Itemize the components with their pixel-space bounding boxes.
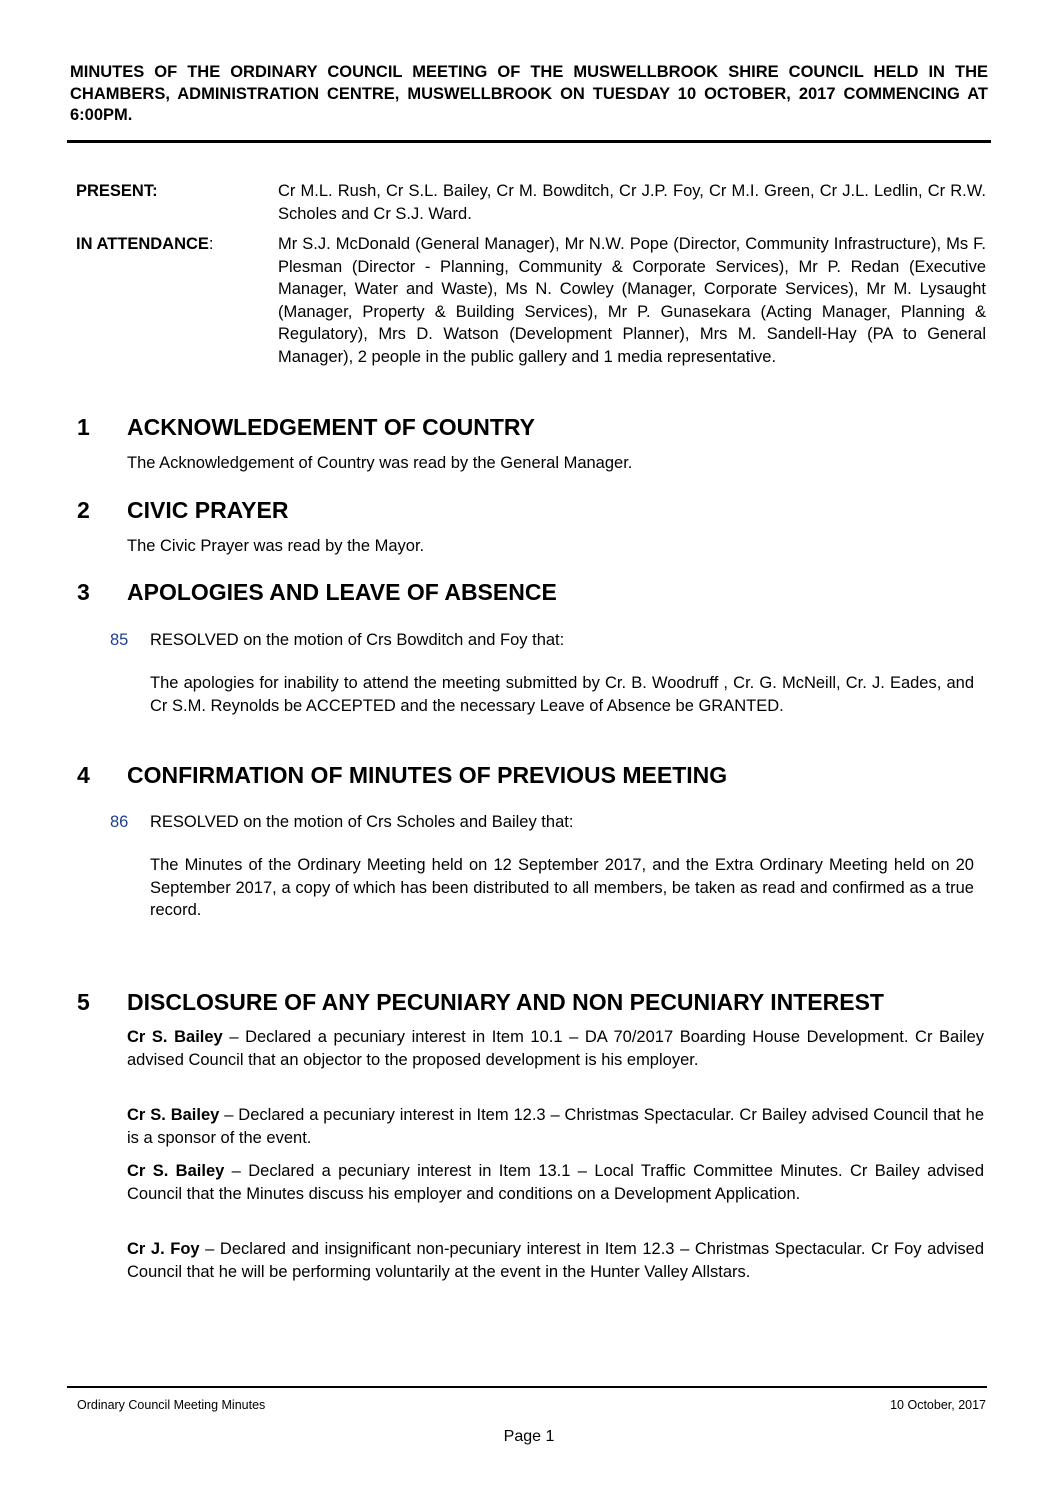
section-heading-1 <box>77 413 535 441</box>
councillor-name: Cr S. Bailey <box>127 1106 220 1124</box>
resolution-number: 86 <box>110 813 129 831</box>
header-divider <box>67 140 991 143</box>
section-heading-4 <box>77 761 727 789</box>
document-title: MINUTES OF THE ORDINARY COUNCIL MEETING OF THE MUSWELLBROOK SHIRE COUNCIL HELD IN THE CHAMBERS, ADMINISTRATION CENTRE, MUSWELLBROOK ON TUESDAY 10 OCTOBER, 2017 COMMENCING AT 6:00PM. <box>70 63 988 124</box>
councillor-name: Cr S. Bailey <box>127 1162 225 1180</box>
disclosure-item: Cr J. Foy – Declared and insignificant non-pecuniary interest in Item 12.3 – Christmas Spectacular. Cr Foy advised Council that he will be performing voluntarily at the event in the Hunter Valley Allstars. <box>127 1240 984 1281</box>
councillor-name: Cr J. Foy <box>127 1240 200 1258</box>
present-list: Cr M.L. Rush, Cr S.L. Bailey, Cr M. Bowditch, Cr J.P. Foy, Cr M.I. Green, Cr J.L. Ledlin, Cr R.W. Scholes and Cr S.J. Ward. <box>278 182 986 223</box>
section-title: APOLOGIES AND LEAVE OF ABSENCE <box>127 579 557 605</box>
page-number: Page 1 <box>503 1428 555 1445</box>
resolution-line-85 <box>110 629 564 652</box>
disclosure-item: Cr S. Bailey – Declared a pecuniary interest in Item 10.1 – DA 70/2017 Boarding House Development. Cr Bailey advised Council that an objector to the proposed development is his employer. <box>127 1028 984 1069</box>
disclosure-item: Cr S. Bailey – Declared a pecuniary interest in Item 12.3 – Christmas Spectacular. Cr Bailey advised Council that he is a sponsor of the event. <box>127 1106 984 1147</box>
attendance-row <box>76 233 986 368</box>
attendance-list: Mr S.J. McDonald (General Manager), Mr N.W. Pope (Director, Community Infrastructure), Ms F. Plesman (Director - Planning, Community & Corporate Services), Mr P. Redan (Executive Manager, Water and Waste), Ms N. Cowley (Manager, Corporate Services), Mr M. Lysaught (Manager, Property & Building Services), Mr P. Gunasekara (Acting Manager, Planning & Regulatory), Mrs D. Watson (Development Planner), Mrs M. Sandell-Hay (PA to General Manager), 2 people in the public gallery and 1 media representative. <box>278 235 986 366</box>
present-row <box>76 180 986 225</box>
section-text-2: The Civic Prayer was read by the Mayor. <box>127 537 425 555</box>
section-title: CONFIRMATION OF MINUTES OF PREVIOUS MEETING <box>127 762 728 788</box>
section-text-1: The Acknowledgement of Country was read by the General Manager. <box>127 454 633 472</box>
attendance-label: IN ATTENDANCE: <box>76 235 214 253</box>
section-title: CIVIC PRAYER <box>127 497 289 523</box>
section-heading-5 <box>77 988 884 1016</box>
section-number: 3 <box>77 579 90 605</box>
resolution-body-86: The Minutes of the Ordinary Meeting held on 12 September 2017, and the Extra Ordinary Meeting held on 20 September 2017, a copy of which has been distributed to all members, be taken as read and confirmed as a true record. <box>150 856 974 919</box>
resolution-motion: RESOLVED on the motion of Crs Scholes and Bailey that: <box>150 813 574 831</box>
resolution-motion: RESOLVED on the motion of Crs Bowditch and Foy that: <box>150 631 565 649</box>
disclosure-item: Cr S. Bailey – Declared a pecuniary interest in Item 13.1 – Local Traffic Committee Minutes. Cr Bailey advised Council that the Minutes discuss his employer and conditions on a Development Application. <box>127 1162 984 1203</box>
footer-document-name: Ordinary Council Meeting Minutes <box>77 1398 266 1412</box>
section-title: DISCLOSURE OF ANY PECUNIARY AND NON PECUNIARY INTEREST <box>127 989 884 1015</box>
footer-divider <box>67 1386 987 1388</box>
footer-date: 10 October, 2017 <box>890 1398 986 1412</box>
resolution-body-85: The apologies for inability to attend the meeting submitted by Cr. B. Woodruff , Cr. G. McNeill, Cr. J. Eades, and Cr S.M. Reynolds be ACCEPTED and the necessary Leave of Absence be GRANTED. <box>150 674 974 715</box>
resolution-number: 85 <box>110 631 129 649</box>
resolution-line-86 <box>110 811 573 834</box>
present-label: PRESENT: <box>76 182 158 200</box>
section-title: ACKNOWLEDGEMENT OF COUNTRY <box>127 414 536 440</box>
councillor-name: Cr S. Bailey <box>127 1028 223 1046</box>
section-number: 4 <box>77 762 90 788</box>
section-number: 1 <box>77 414 90 440</box>
section-heading-2 <box>77 496 288 524</box>
section-heading-3 <box>77 578 557 606</box>
section-number: 5 <box>77 989 90 1015</box>
section-number: 2 <box>77 497 90 523</box>
